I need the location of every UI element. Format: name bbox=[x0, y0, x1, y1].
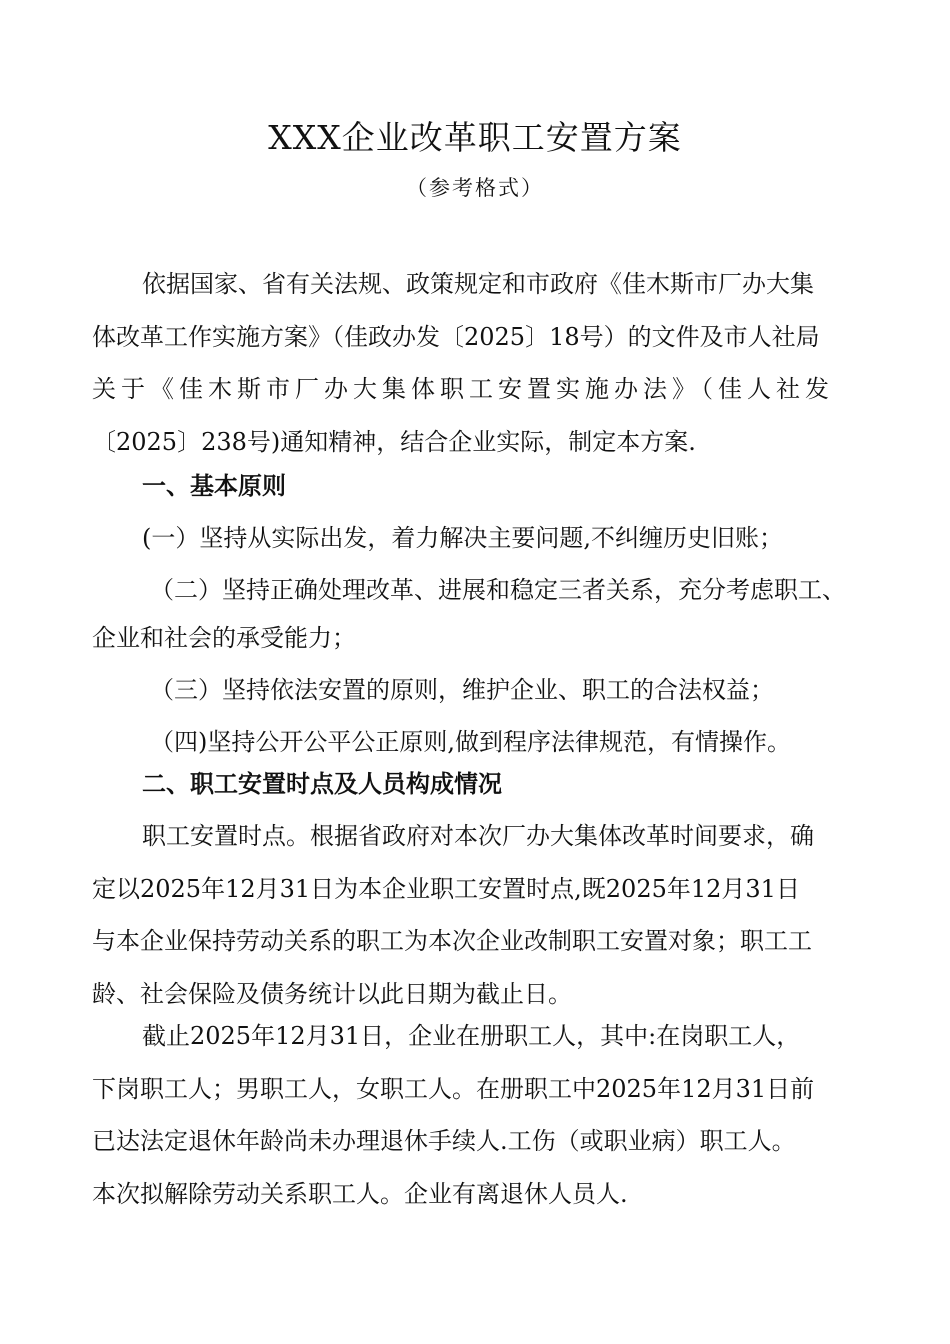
placement-timepoint-paragraph bbox=[92, 810, 858, 1020]
intro-line-2: 体改革工作实施方案》（佳政办发〔2025〕18号）的文件及市人社局 bbox=[92, 322, 820, 351]
timepoint-line-2: 定以2025年12月31日为本企业职工安置时点,既2025年12月31日 bbox=[92, 874, 800, 903]
intro-paragraph bbox=[92, 258, 858, 468]
principle-item-2-continued: 企业和社会的承受能力； bbox=[92, 624, 356, 652]
document-subtitle: （参考格式） bbox=[406, 176, 544, 200]
composition-line-4: 本次拟解除劳动关系职工人。企业有离退休人员人. bbox=[92, 1179, 628, 1208]
composition-line-3: 已达法定退休年龄尚未办理退休手续人.工伤（或职业病）职工人。 bbox=[92, 1127, 796, 1155]
staff-composition-paragraph bbox=[92, 1010, 858, 1220]
timepoint-line-3: 与本企业保持劳动关系的职工为本次企业改制职工安置对象；职工工 bbox=[92, 927, 812, 955]
timepoint-line-1: 职工安置时点。根据省政府对本次厂办大集体改革时间要求，确 bbox=[142, 822, 814, 850]
principle-item-3: （三）坚持依法安置的原则，维护企业、职工的合法权益； bbox=[150, 676, 774, 704]
intro-line-3: 关于《佳木斯市厂办大集体职工安置实施办法》（佳人社发 bbox=[92, 375, 834, 403]
section-heading-principles: 一、基本原则 bbox=[142, 471, 286, 500]
intro-line-1: 依据国家、省有关法规、政策规定和市政府《佳木斯市厂办大集 bbox=[142, 270, 814, 298]
section-heading-placement: 二、职工安置时点及人员构成情况 bbox=[142, 769, 502, 798]
document-title: XXX企业改革职工安置方案 bbox=[268, 118, 682, 157]
principle-item-4: （四)坚持公开公平公正原则,做到程序法律规范，有情操作。 bbox=[150, 728, 791, 756]
intro-line-4: 〔2025〕238号)通知精神，结合企业实际，制定本方案. bbox=[92, 427, 696, 456]
principle-item-2: （二）坚持正确处理改革、进展和稳定三者关系，充分考虑职工、 bbox=[150, 576, 846, 604]
timepoint-line-4: 龄、社会保险及债务统计以此日期为截止日。 bbox=[92, 979, 572, 1008]
principle-item-1: (一）坚持从实际出发，着力解决主要问题,不纠缠历史旧账； bbox=[142, 524, 783, 552]
composition-line-2: 下岗职工人；男职工人，女职工人。在册职工中2025年12月31日前 bbox=[92, 1074, 815, 1103]
composition-line-1: 截止2025年12月31日，企业在册职工人，其中:在岗职工人， bbox=[142, 1022, 801, 1050]
